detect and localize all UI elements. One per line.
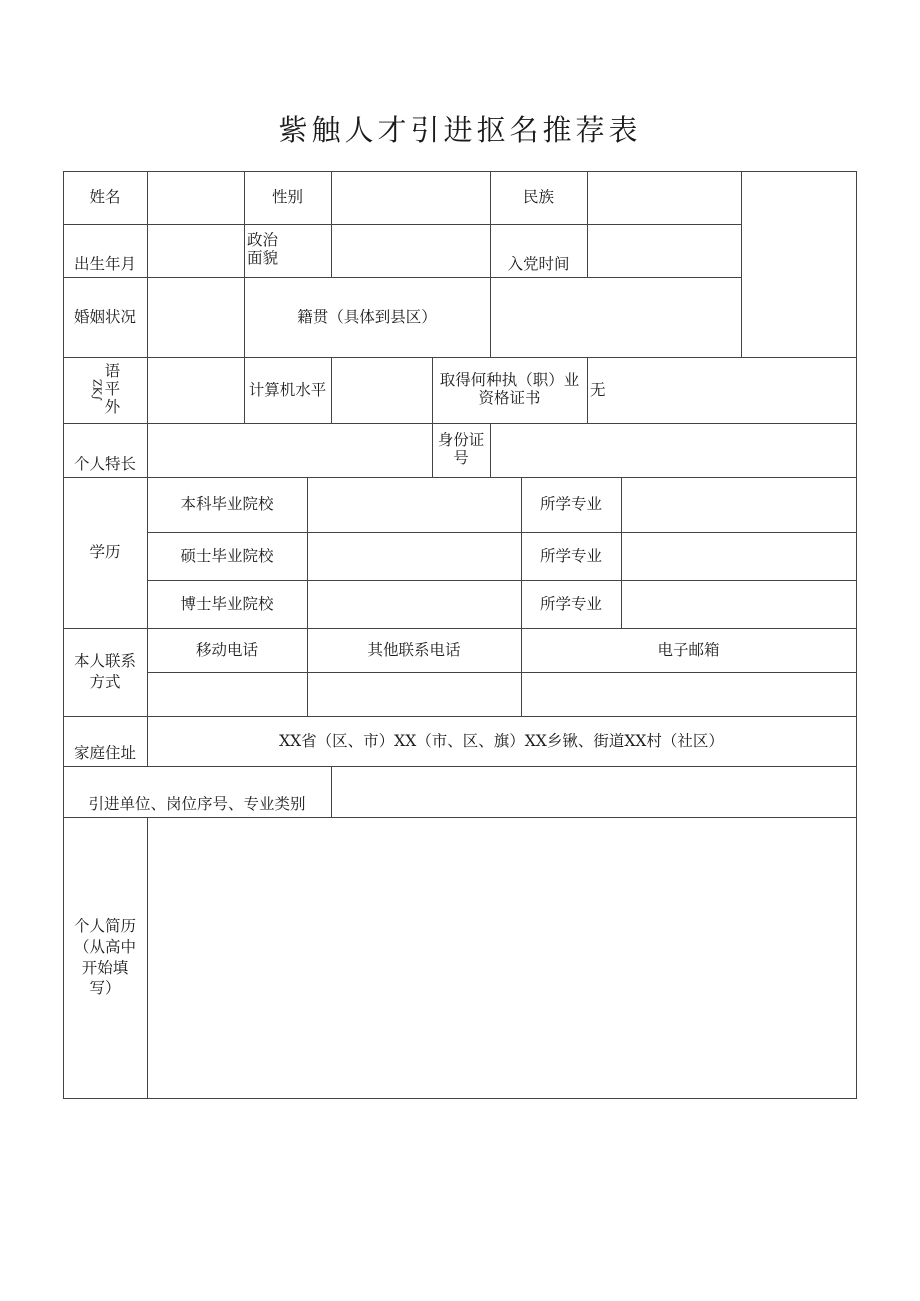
line-c331b — [331, 357, 332, 424]
label-gender: 性别 — [271, 188, 303, 207]
label-foreign-lang-2: 平 — [104, 380, 121, 399]
label-foreign-lang-1: 语 — [104, 362, 121, 381]
line-c147b — [147, 817, 148, 1099]
label-email: 电子邮箱 — [657, 640, 720, 659]
label-marital-status: 婚姻状况 — [73, 307, 136, 326]
line-c490b — [490, 423, 491, 478]
line-r9 — [63, 817, 857, 818]
label-education: 学历 — [89, 543, 121, 562]
label-id-number — [432, 423, 490, 477]
line-c741 — [741, 171, 742, 358]
label-birth-date: 出生年月 — [73, 255, 136, 274]
label-doctor-school: 博士毕业院校 — [180, 594, 274, 613]
line-bottom — [63, 1098, 857, 1099]
label-bachelor-major: 所学专业 — [539, 495, 602, 514]
label-resume-line1: 个人简历 — [73, 916, 136, 935]
label-address: 家庭住址 — [73, 744, 136, 763]
label-party-join-date: 入党时间 — [507, 255, 570, 274]
line-contact — [147, 672, 857, 673]
line-c147 — [147, 171, 148, 767]
label-resume-line2: （从高中 — [73, 937, 136, 956]
address-value: XX省（区、市）XX（市、区、旗）XX乡锹、街道XX村（社区） — [279, 731, 724, 750]
label-id-line1: 身份证 — [437, 431, 485, 450]
form-title: 紫触人才引进抠名推荐表 — [278, 113, 642, 147]
line-top — [63, 171, 857, 172]
label-resume-line4: 写） — [89, 979, 121, 998]
label-master-school: 硕士毕业院校 — [180, 546, 274, 565]
label-master-major: 所学专业 — [539, 546, 602, 565]
label-id-line2: 号 — [453, 449, 469, 467]
label-doctor-major: 所学专业 — [539, 594, 602, 613]
label-foreign-lang-stack — [105, 363, 121, 416]
line-c587 — [587, 171, 588, 278]
label-unit: 引进单位、岗位序号、专业类别 — [88, 795, 306, 814]
label-certificate-line1: 取得何种执（职）业 — [439, 371, 580, 390]
label-political-status — [244, 224, 331, 277]
label-ethnicity: 民族 — [522, 188, 554, 207]
label-contact — [63, 628, 147, 716]
label-bachelor-school: 本科毕业院校 — [180, 495, 274, 514]
label-contact-line2: 方式 — [89, 673, 121, 691]
line-r1 — [63, 224, 741, 225]
label-resume — [63, 817, 147, 1098]
label-resume-line3: 开始填 — [81, 958, 129, 977]
label-foreign-language — [63, 357, 147, 423]
line-c331 — [331, 171, 332, 278]
line-c331c — [331, 766, 332, 818]
line-c307 — [307, 477, 308, 717]
label-certificate — [432, 357, 587, 423]
label-mobile: 移动电话 — [195, 640, 258, 659]
label-native-place: 籍贯（具体到县区） — [297, 307, 437, 326]
label-foreign-lang-side: ZK∫ — [90, 379, 104, 401]
label-name: 姓名 — [89, 188, 121, 207]
line-c621 — [621, 477, 622, 629]
label-political-line1: 政治 — [247, 231, 279, 249]
label-contact-line1: 本人联系 — [73, 652, 136, 671]
label-specialty: 个人特长 — [73, 455, 136, 474]
line-right — [856, 171, 857, 1099]
label-political-line2: 面貌 — [247, 248, 279, 267]
certificate-value: 无 — [590, 380, 606, 399]
label-other-phone: 其他联系电话 — [367, 640, 461, 659]
label-computer-level: 计算机水平 — [248, 380, 327, 399]
label-certificate-line2: 资格证书 — [478, 389, 541, 407]
label-foreign-lang-3: 外 — [104, 397, 121, 416]
